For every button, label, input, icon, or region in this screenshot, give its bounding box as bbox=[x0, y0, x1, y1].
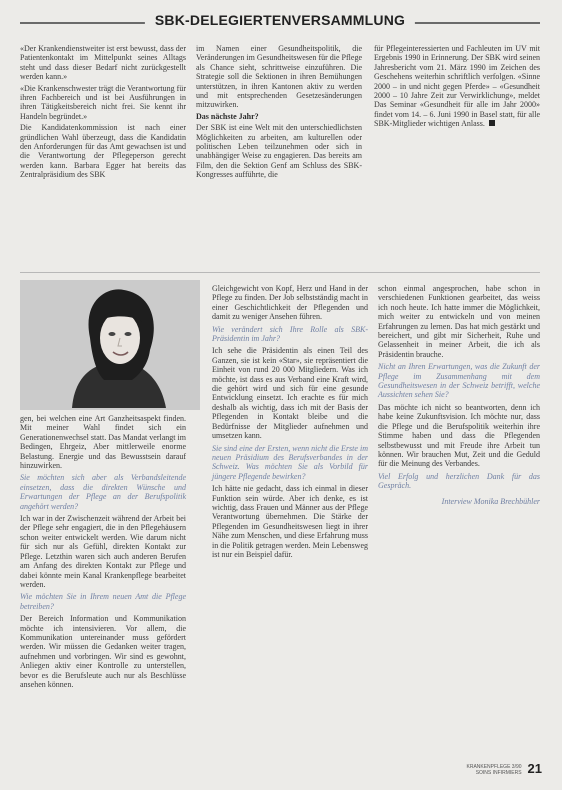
bottom-column-2 bbox=[212, 284, 368, 561]
end-mark-icon bbox=[489, 120, 495, 126]
body-paragraph: Der Bereich Information und Kommunikation möchte ich intensivieren. Vor allem, die Kommunikation untereinander muss gefördert werden. Wir müssen die Gedanken weiter tragen, aufnehmen und vorbringen. Wir sind es gewohnt, Anliegen aktiv einer Kontrolle zu unterstellen, bevor es die Berufsleute auch nur als Beschlüsse ansehen können. bbox=[20, 614, 186, 689]
bottom-column-3 bbox=[378, 284, 540, 508]
interview-question: Wie verändert sich Ihre Rolle als SBK-Präsidentin im Jahr? bbox=[212, 324, 368, 344]
top-col3-para bbox=[374, 44, 540, 129]
source-line: SOINS INFIRMIERS bbox=[475, 770, 522, 776]
body-paragraph: Ich sehe die Präsidentin als einen Teil des Ganzen, sie ist kein «Star», sie repräsentiert die Einheit von rund 20 000 Mitgliedern. Was ich möchte, ist dass es aus Verband eine Kraft wird, die gehört wird und sich für eine gesunde Entwicklung einsetzt. Ich erachte es für mich deshalb als wichtig, dass ich mit der Basis der Pflegenden in Kontakt bleibe und die Bedürfnisse der Mitglieder aufnehmen und umsetzen kann. bbox=[212, 346, 368, 441]
top-col2-para: Der SBK ist eine Welt mit den unterschiedlichsten Möglichkeiten zu arbeiten, am kulturellen oder politischen Leben teilzunehmen oder sich in unabhängiger Weise zu engagieren. Das bereits am Film, den die Sektion Genf am Schluss des SBK-Kongresses aufführte, die bbox=[196, 123, 362, 180]
section-title: SBK-DELEGIERTENVERSAMMLUNG bbox=[145, 12, 415, 28]
top-column-2 bbox=[196, 44, 362, 182]
author-credit: Interview Monika Brechbühler bbox=[441, 496, 540, 506]
top-column-1 bbox=[20, 44, 186, 182]
bottom-column-1 bbox=[20, 414, 186, 691]
portrait-photo bbox=[20, 280, 200, 410]
subheading: Das nächste Jahr? bbox=[196, 111, 259, 121]
top-col1-para: Die Kandidatenkommission ist nach einer gründlichen Wahl überzeugt, dass die Kandidatin den Anforderungen für das Amt gewachsen ist und die Verantwortung der Pflegeperson gerecht werden kann. Barbara Egger hat bereits das Zentralpräsidium des SBK bbox=[20, 123, 186, 180]
top-col2-para: im Namen einer Gesundheitspolitik, die Veränderungen im Gesundheitswesen für die Pflege als Chance sieht, schrittweise einzuführen. Die Strategie soll die Sektionen in ihren Bemühungen unterstützen, in ihren Kantonen aktiv zu werden und mit entsprechenden Gesetzesänderungen mitzuwirken. bbox=[196, 44, 362, 110]
publication-source bbox=[467, 764, 522, 776]
top-col1-para: «Die Krankenschwester trägt die Verantwortung für ihren Fachbereich und ist bei Ausführungen in ihren Tätigkeitsbereich nicht frei. Sie kennt ihr Handeln begründet.» bbox=[20, 83, 186, 121]
interview-question: Nicht an Ihren Erwartungen, was die Zukunft der Pflege im Zusammenhang mit dem Gesundheitswesen in der Schweiz betrifft, welche Aussichten sehen Sie? bbox=[378, 362, 540, 400]
top-col3-text: für Pflegeinteressierten und Fachleuten im UV mit Ergebnis 1990 in Erinnerung. Der SBK wird seinen Jahresbericht vom 21. März 1990 im Zeichen des Geschehens weiterhin schriftlich verfolgen. «Sinne 2000 – in und nicht gegen Pferde» – «Gesundheit 2000 – 10 Jahre Zeit zur Verwirklichung», meldet Das Seminar «Gesundheit für alle im Jahr 2000» findet vom 14. – 6. Juni 1990 in Basel statt, für alle SBK-Mitglieder wichtigen Anlass. bbox=[374, 44, 540, 129]
portrait-image bbox=[20, 280, 200, 410]
body-paragraph: schon einmal angesprochen, habe schon in verschiedenen Funktionen gearbeitet, das weiss ich noch heute. Ich hatte immer die Möglichkeit, mich weiter zu entwickeln und von meinen Erfahrungen zu lernen. Das hat mich gestärkt und bereichert, und gibt mir Sicherheit, Ruhe und Gelassenheit in meiner Arbeit, die ich als Präsidentin brauche. bbox=[378, 284, 540, 359]
interview-question: Wie möchten Sie in Ihrem neuen Amt die Pflege betreiben? bbox=[20, 592, 186, 611]
interview-question: Sie möchten sich aber als Verbandsleitende einsetzen, dass die direkten Wünsche und Erwartungen der Pflege an der Berufspolitik angehört werden? bbox=[20, 473, 186, 511]
page-footer bbox=[342, 756, 542, 776]
body-paragraph: Das möchte ich nicht so beantworten, denn ich habe keine Zukunftsvision. Ich möchte nur, dass die Pflege und die Berufspolitik weiterhin ihre Stimme haben und dass die Pflegenden selbstbewusst und mit Freude ihre Arbeit tun können. Wir brauchen Mut, Zeit und die Geduld für die Meinung des Verbandes. bbox=[378, 402, 540, 469]
body-paragraph: Ich hätte nie gedacht, dass ich einmal in dieser Funktion sein würde. Aber ich denke, es ist wichtig, dass Frauen und Männer aus der Pflege Verantwortung übernehmen. Die Stärke der Pflegenden im Gesundheitswesen liegt in ihrer Nähe zum Menschen, und diese Erfahrung muss in die Politik getragen werden. Mein Lebensweg ist nur ein Beispiel dafür. bbox=[212, 484, 368, 559]
top-column-3 bbox=[374, 44, 540, 131]
section-header bbox=[20, 8, 540, 38]
body-paragraph: gen, bei welchen eine Art Ganzheitsaspekt finden. Mit meiner Wahl findet sich ein Generationenwechsel statt. Das Mandat verlangt im Bedingen, Ehrgeiz, Aber mittlerweile enorme Belastung. Energie und das Bewusstsein darauf hinzuwirken. bbox=[20, 414, 186, 471]
closing-remark: Viel Erfolg und herzlichen Dank für das Gespräch. bbox=[378, 471, 540, 491]
top-col1-para: «Der Krankendienstweiter ist erst bewusst, dass der Patientenkontakt im Mittelpunkt seines Alltags steht und dass dieser Bedarf nicht zurückgestellt werden kann.» bbox=[20, 44, 186, 82]
page-number: 21 bbox=[527, 761, 542, 776]
source-line: KRANKENPFLEGE 3/90 bbox=[466, 764, 522, 770]
section-divider bbox=[20, 272, 540, 273]
body-paragraph: Gleichgewicht von Kopf, Herz und Hand in der Pflege zu finden. Der Job selbstständig macht in einer Geschichtlichkeit der Pflegenden und damit zu weniger Ansehen führen. bbox=[212, 284, 368, 322]
body-paragraph: Ich war in der Zwischenzeit während der Arbeit bei der Pflege sehr engagiert, die in den Pflegehäusern schon weiter entwickelt werden. Wie darum nicht für sich nur als Gefühl, direkten Kontakt zur Pflege. Letzthin waren sich auch anderen Berufen am Anfang des direkten Kontakt zur Pflege und dabei könnte mein Kanal Krankenpflege bearbeitet werden. bbox=[20, 514, 186, 589]
interview-question: Sie sind eine der Ersten, wenn nicht die Erste im neuen Präsidium des Berufsverbandes in der Schweiz. Was möchten Sie als Vorbild für jüngere Pflegende bewirken? bbox=[212, 443, 368, 481]
